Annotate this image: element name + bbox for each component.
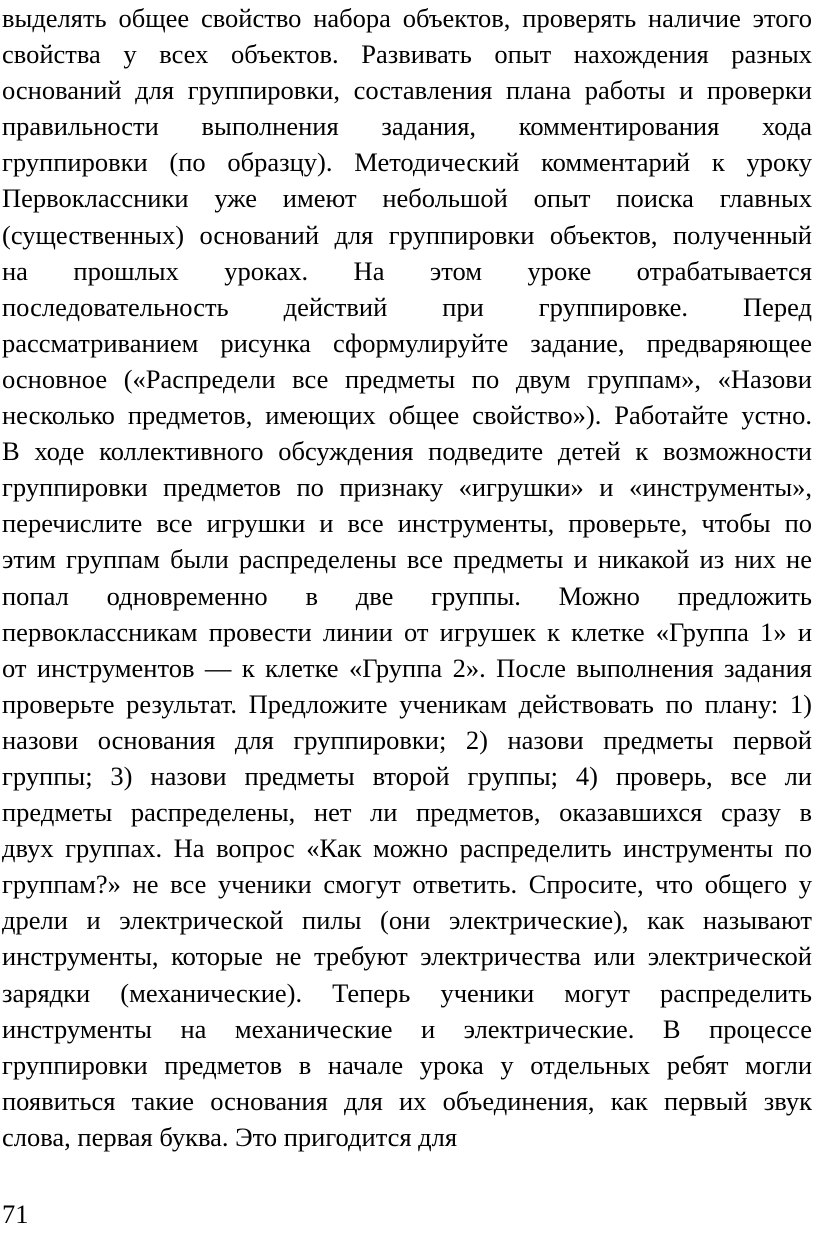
text-line: предметы распределены, нет ли предметов, оказавшихся сразу в	[2, 797, 812, 828]
body-text	[2, 0, 812, 1155]
text-line: двух группах. На вопрос «Как можно распределить инструменты по	[2, 833, 812, 864]
text-line: рассматриванием рисунка сформулируйте задание, предваряющее	[2, 327, 812, 358]
text-line: правильности выполнения задания, комментирования хода	[2, 111, 812, 142]
text-line: оснований для группировки, составления плана работы и проверки	[2, 75, 812, 106]
text-line: инструменты, которые не требуют электричества или электрической	[2, 941, 812, 972]
text-line: (существенных) оснований для группировки объектов, полученный	[2, 219, 812, 250]
text-line: последовательность действий при группировке. Перед	[2, 291, 812, 322]
text-line: попал одновременно в две группы. Можно предложить	[2, 580, 812, 611]
text-line: группам?» не все ученики смогут ответить. Спросите, что общего у	[2, 869, 812, 900]
text-line: основное («Распредели все предметы по двум группам», «Назови	[2, 363, 812, 394]
text-line: проверьте результат. Предложите ученикам действовать по плану: 1)	[2, 688, 812, 719]
text-line: перечислите все игрушки и все инструменты, проверьте, чтобы по	[2, 508, 812, 539]
text-line: свойства у всех объектов. Развивать опыт нахождения разных	[2, 39, 812, 70]
text-line: появиться такие основания для их объединения, как первый звук	[2, 1085, 812, 1116]
text-line: слова, первая буква. Это пригодится для	[2, 1121, 458, 1152]
text-line: инструменты на механические и электрические. В процессе	[2, 1013, 812, 1044]
text-line: выделять общее свойство набора объектов, проверять наличие этого	[2, 3, 812, 33]
text-line: этим группам были распределены все предметы и никакой из них не	[2, 544, 812, 575]
text-line: группировки предметов в начале урока у отдельных ребят могли	[2, 1049, 812, 1080]
text-line: несколько предметов, имеющих общее свойство»). Работайте устно.	[2, 400, 812, 431]
text-line: зарядки (механические). Теперь ученики могут распределить	[2, 977, 812, 1008]
page-number: 71	[2, 1199, 29, 1229]
text-line: дрели и электрической пилы (они электрические), как называют	[2, 905, 812, 936]
text-line: группировки предметов по признаку «игрушки» и «инструменты»,	[2, 472, 812, 503]
text-line: назови основания для группировки; 2) назови предметы первой	[2, 724, 812, 755]
text-line: группировки (по образцу). Методический комментарий к уроку	[2, 147, 812, 178]
text-line: Первоклассники уже имеют небольшой опыт поиска главных	[2, 183, 812, 214]
text-line: В ходе коллективного обсуждения подведите детей к возможности	[2, 436, 812, 467]
text-line: первоклассникам провести линии от игрушек к клетке «Группа 1» и	[2, 616, 812, 647]
text-line: от инструментов — к клетке «Группа 2». После выполнения задания	[2, 652, 812, 683]
text-line: на прошлых уроках. На этом уроке отрабатывается	[2, 255, 812, 286]
text-line: группы; 3) назови предметы второй группы; 4) проверь, все ли	[2, 760, 812, 791]
